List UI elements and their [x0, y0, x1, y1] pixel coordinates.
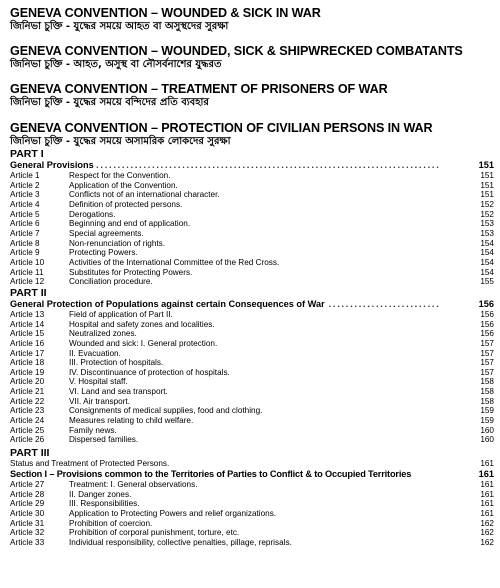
section-heading-row — [10, 469, 494, 480]
table-row: Article 29 III. Responsibilities. 161 — [10, 499, 494, 509]
part-label: PART III — [10, 447, 50, 460]
table-row: Article 9 Protecting Powers. 154 — [10, 248, 494, 258]
table-row: Article 14 Hospital and safety zones and localities. 156 — [10, 319, 494, 329]
table-row: Article 7 Special agreements. 153 — [10, 228, 494, 238]
table-row: Article 32 Prohibition of corporal punishment, torture, etc. 162 — [10, 528, 494, 538]
article-list-part2 — [10, 310, 494, 445]
table-row: Article 11 Substitutes for Protecting Powers. 154 — [10, 267, 494, 277]
part-label: PART I — [10, 148, 44, 160]
table-row: Article 21 VI. Land and sea transport. 158 — [10, 387, 494, 397]
table-row: Article 26 Dispersed families. 160 — [10, 435, 494, 445]
convention-block-wounded-sick — [10, 6, 494, 33]
table-row: Article 24 Measures relating to child welfare. 159 — [10, 416, 494, 426]
table-row: Article 8 Non-renunciation of rights. 154 — [10, 238, 494, 248]
table-row: Article 12 Conciliation procedure. 155 — [10, 277, 494, 287]
part-heading: General Provisions . . . — [10, 160, 466, 171]
table-row: Article 1 Respect for the Convention. 151 — [10, 171, 494, 180]
convention-bengali-title: জিনিভা চুক্তি - যুদ্ধের সময়ে আহত বা অসুস্থদের সুরক্ষা — [10, 21, 229, 32]
convention-bengali-title: জিনিভা চুক্তি - আহত, অসুস্থ বা নৌসর্বনাশের যুদ্ধরত — [10, 59, 222, 70]
page-number: 151 — [478, 160, 494, 170]
part-heading: General Protection of Populations against certain Consequences of War . . . — [10, 299, 466, 310]
convention-bengali-title: জিনিভা চুক্তি - যুদ্ধের সময়ে অসামরিক লোকদের সুরক্ষা — [10, 136, 231, 147]
table-row: Article 22 VII. Air transport. 158 — [10, 396, 494, 406]
part-label: PART II — [10, 286, 47, 299]
page-number: 156 — [478, 298, 494, 309]
part-heading-row — [10, 160, 494, 171]
table-row: Article 25 Family news. 160 — [10, 425, 494, 435]
table-row: Article 23 Consignments of medical supplies, food and clothing. 159 — [10, 406, 494, 416]
table-row: Article 13 Field of application of Part II. 156 — [10, 309, 494, 319]
table-row: Article 28 II. Danger zones. 161 — [10, 489, 494, 499]
convention-title: GENEVA CONVENTION – TREATMENT OF PRISONERS OF WAR — [10, 82, 388, 96]
page-number: 161 — [480, 459, 494, 469]
part-subtitle: Status and Treatment of Protected Persons. — [10, 459, 170, 469]
article-list-part3 — [10, 480, 494, 548]
convention-block-prisoners — [10, 82, 494, 109]
table-row: Article 15 Neutralized zones. 156 — [10, 329, 494, 339]
part-subtitle-row — [10, 459, 494, 469]
document-page — [10, 6, 494, 548]
table-row: Article 5 Derogations. 152 — [10, 209, 494, 219]
table-row: Article 18 III. Protection of hospitals. 157 — [10, 358, 494, 368]
section-heading: Section I – Provisions common to the Territories of Parties to Conflict & to Occupied Territories — [10, 469, 412, 480]
table-row: Article 3 Conflicts not of an international character. 151 — [10, 190, 494, 200]
table-row: Article 17 II. Evacuation. 157 — [10, 348, 494, 358]
table-row: Article 2 Application of the Convention. 151 — [10, 180, 494, 190]
page-number: 161 — [478, 469, 494, 480]
table-row: Article 6 Beginning and end of application. 153 — [10, 219, 494, 229]
convention-block-civilians — [10, 121, 494, 148]
convention-title: GENEVA CONVENTION – PROTECTION OF CIVILIAN PERSONS IN WAR — [10, 121, 433, 135]
convention-bengali-title: জিনিভা চুক্তি - যুদ্ধের সময়ে বন্দিদের প্রতি ব্যবহার — [10, 97, 209, 108]
article-list-part1 — [10, 171, 494, 287]
table-row: Article 19 IV. Discontinuance of protection of hospitals. 157 — [10, 367, 494, 377]
table-row: Article 33 Individual responsibility, collective penalties, pillage, reprisals. 162 — [10, 538, 494, 547]
convention-title: GENEVA CONVENTION – WOUNDED & SICK IN WAR — [10, 6, 321, 20]
convention-title: GENEVA CONVENTION – WOUNDED, SICK & SHIPWRECKED COMBATANTS — [10, 44, 463, 58]
convention-block-shipwrecked — [10, 44, 494, 71]
table-row: Article 20 V. Hospital staff. 158 — [10, 377, 494, 387]
table-row: Article 31 Prohibition of coercion. 162 — [10, 518, 494, 528]
table-row: Article 27 Treatment: I. General observations. 161 — [10, 480, 494, 490]
part-heading-row — [10, 299, 494, 310]
table-row: Article 30 Application to Protecting Powers and relief organizations. 161 — [10, 509, 494, 519]
table-row: Article 10 Activities of the International Committee of the Red Cross. 154 — [10, 257, 494, 267]
table-row: Article 4 Definition of protected persons. 152 — [10, 199, 494, 209]
table-row: Article 16 Wounded and sick: I. General protection. 157 — [10, 338, 494, 348]
